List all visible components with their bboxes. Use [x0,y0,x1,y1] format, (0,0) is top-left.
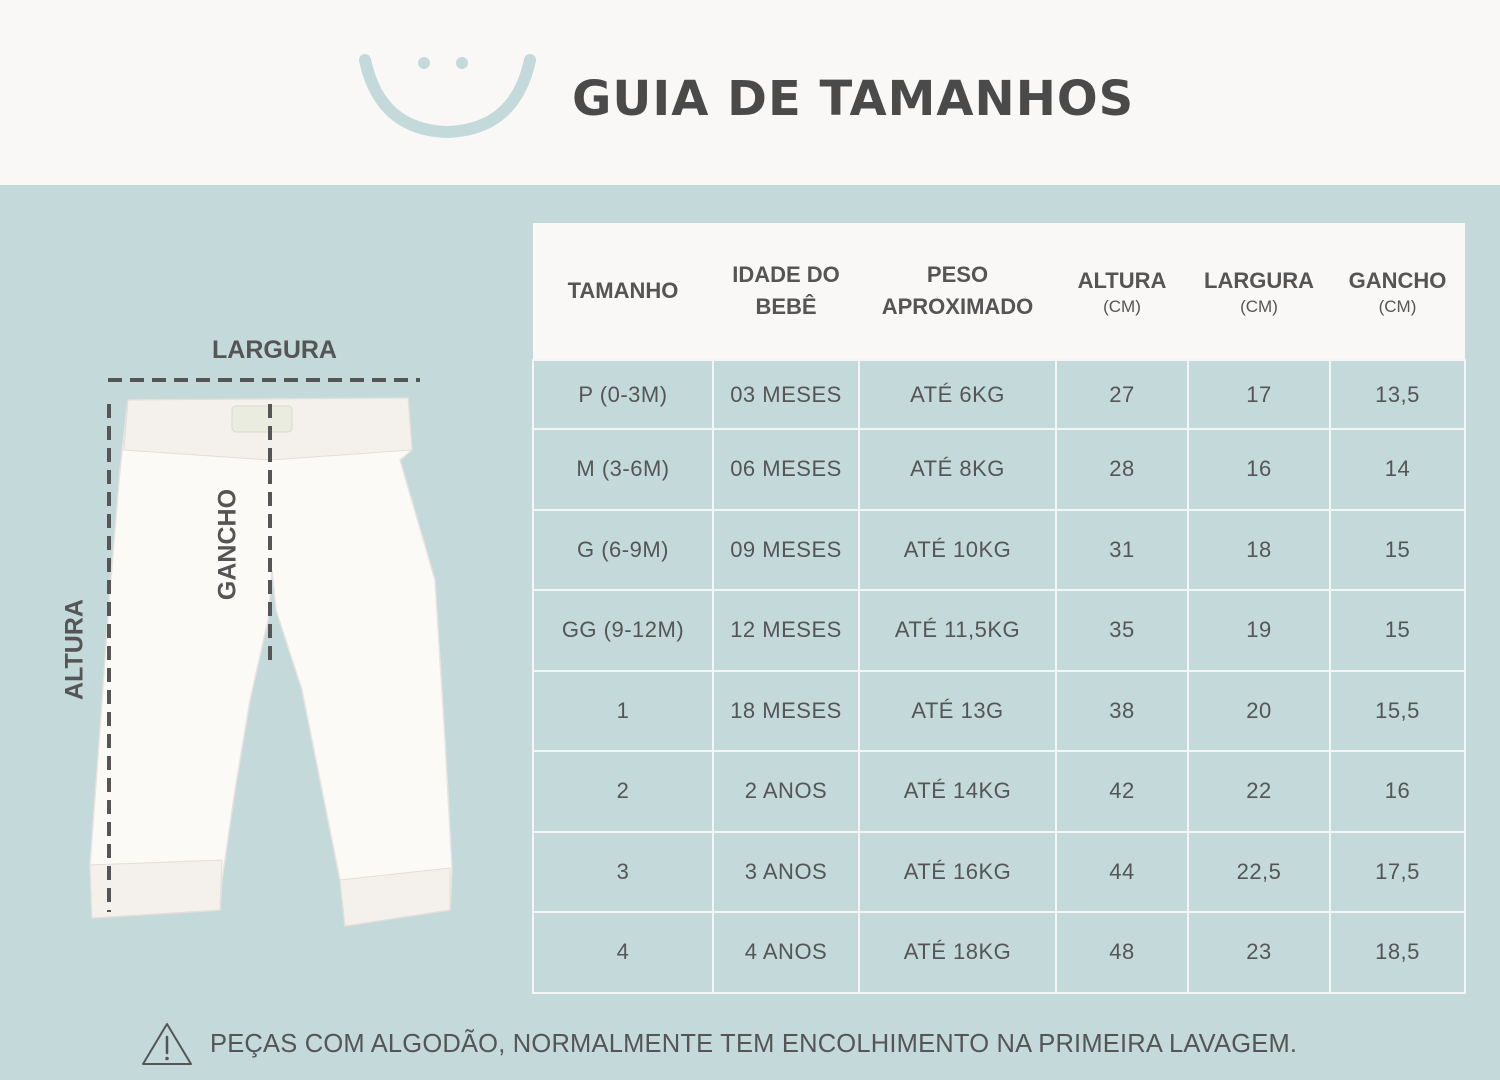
altura-label: ALTURA [60,599,89,700]
cell-idade: 4 ANOS [713,912,859,993]
cell-gancho: 18,5 [1330,912,1465,993]
cell-altura: 27 [1056,360,1188,429]
cell-peso: ATÉ 14KG [859,751,1056,832]
table-row [533,751,1465,832]
cell-tamanho: 1 [533,671,713,752]
cell-idade: 06 MESES [713,429,859,510]
header-gancho: GANCHO (CM) [1348,268,1447,316]
cell-tamanho: P (0-3M) [533,360,713,429]
cell-largura: 17 [1188,360,1330,429]
cell-idade: 3 ANOS [713,832,859,913]
cell-gancho: 16 [1330,751,1465,832]
footer-note-text: PEÇAS COM ALGODÃO, NORMALMENTE TEM ENCOLHIMENTO NA PRIMEIRA LAVAGEM. [210,1029,1298,1058]
table-row [533,671,1465,752]
cell-tamanho: GG (9-12M) [533,590,713,671]
table-row [533,912,1465,993]
smiley-logo-icon [355,48,540,143]
header-altura: ALTURA (CM) [1077,268,1167,316]
cell-largura: 19 [1188,590,1330,671]
pants-illustration [40,320,480,960]
cell-peso: ATÉ 16KG [859,832,1056,913]
header-tamanho: TAMANHO [567,278,679,303]
cell-largura: 23 [1188,912,1330,993]
cell-largura: 18 [1188,510,1330,591]
size-table [532,223,1466,994]
page-title: GUIA DE TAMANHOS [572,71,1135,127]
header-peso: PESO APROXIMADO [881,262,1034,319]
cell-tamanho: 3 [533,832,713,913]
cell-altura: 48 [1056,912,1188,993]
cell-altura: 42 [1056,751,1188,832]
cell-altura: 35 [1056,590,1188,671]
cell-idade: 03 MESES [713,360,859,429]
cell-tamanho: M (3-6M) [533,429,713,510]
cell-gancho: 15,5 [1330,671,1465,752]
cell-gancho: 15 [1330,510,1465,591]
cell-largura: 20 [1188,671,1330,752]
cell-idade: 09 MESES [713,510,859,591]
cell-peso: ATÉ 13G [859,671,1056,752]
cell-idade: 18 MESES [713,671,859,752]
cell-altura: 28 [1056,429,1188,510]
table-row [533,590,1465,671]
table-row [533,832,1465,913]
largura-label: LARGURA [212,336,337,364]
table-row [533,429,1465,510]
cell-altura: 38 [1056,671,1188,752]
cell-gancho: 15 [1330,590,1465,671]
cell-gancho: 13,5 [1330,360,1465,429]
header-idade: IDADE DO BEBÊ [732,262,840,319]
cell-idade: 12 MESES [713,590,859,671]
cell-peso: ATÉ 6KG [859,360,1056,429]
cell-peso: ATÉ 10KG [859,510,1056,591]
gancho-label: GANCHO [213,488,242,601]
header-largura: LARGURA (CM) [1204,268,1314,316]
cell-peso: ATÉ 18KG [859,912,1056,993]
cell-idade: 2 ANOS [713,751,859,832]
header [0,0,1500,185]
cell-altura: 31 [1056,510,1188,591]
cell-largura: 22,5 [1188,832,1330,913]
cell-gancho: 14 [1330,429,1465,510]
footer-note [140,1015,1297,1073]
table-body [533,360,1465,993]
cell-gancho: 17,5 [1330,832,1465,913]
table-header-row [533,223,1465,360]
cell-tamanho: G (6-9M) [533,510,713,591]
cell-peso: ATÉ 8KG [859,429,1056,510]
table-row [533,510,1465,591]
cell-tamanho: 4 [533,912,713,993]
cell-largura: 16 [1188,429,1330,510]
cell-peso: ATÉ 11,5KG [859,590,1056,671]
cell-tamanho: 2 [533,751,713,832]
warning-triangle-icon [140,1020,194,1068]
cell-largura: 22 [1188,751,1330,832]
cell-altura: 44 [1056,832,1188,913]
table-row [533,360,1465,429]
